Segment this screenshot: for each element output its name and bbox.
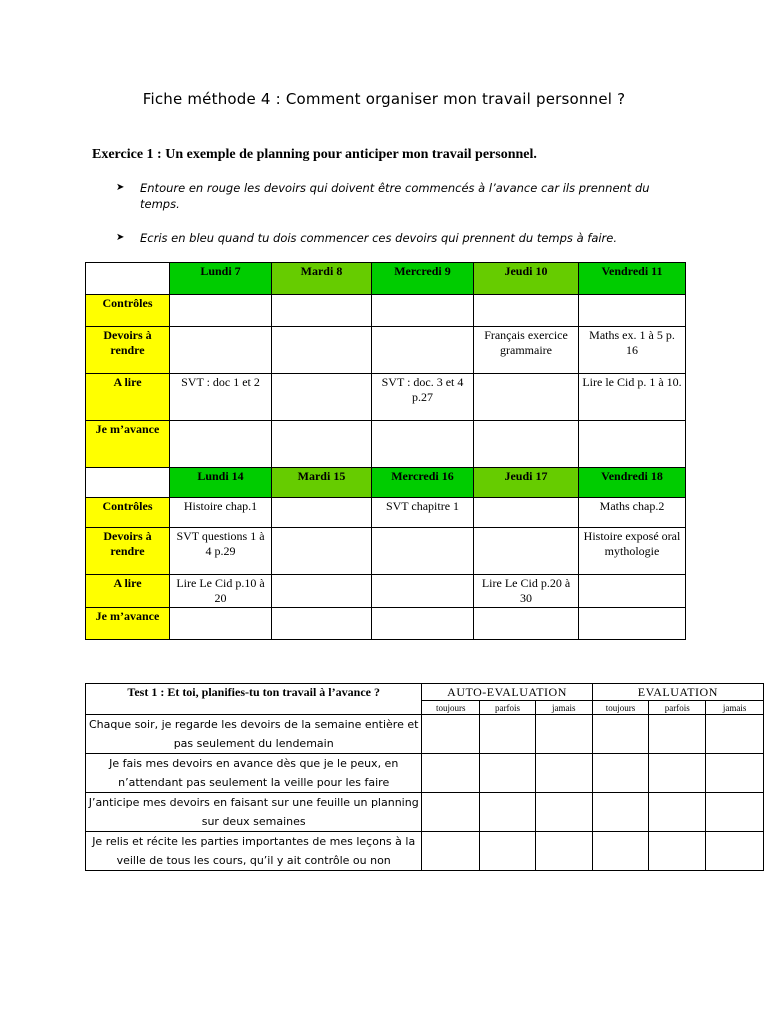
day-header: Mardi 8 [272,263,372,295]
test-question-row [86,793,764,832]
answer-cell[interactable] [480,715,536,754]
option-header: parfois [480,701,536,715]
evaluation-header: EVALUATION [592,684,763,701]
planning-cell [474,295,579,327]
answer-cell[interactable] [535,832,592,871]
answer-cell[interactable] [422,793,480,832]
row-label: Je m’avance [86,421,170,468]
test-title: Test 1 : Et toi, planifies-tu ton travail à l’avance ? [86,684,422,715]
answer-cell[interactable] [649,754,706,793]
question-text: J’anticipe mes devoirs en faisant sur une feuille un planning sur deux semaines [86,793,422,832]
planning-cell [272,528,372,575]
instruction-1 [116,180,656,212]
planning-cell [474,608,579,640]
planning-cell [272,327,372,374]
answer-cell[interactable] [480,754,536,793]
planning-cell: Maths chap.2 [579,498,686,528]
week1-lire-row [86,374,686,421]
day-header: Lundi 7 [170,263,272,295]
week1-header-row [86,263,686,295]
planning-cell: Lire Le Cid p.10 à 20 [170,575,272,608]
row-label: A lire [86,374,170,421]
answer-cell[interactable] [535,754,592,793]
day-header: Lundi 14 [170,468,272,498]
planning-cell [579,421,686,468]
planning-cell: Lire Le Cid p.20 à 30 [474,575,579,608]
planning-cell [272,295,372,327]
answer-cell[interactable] [592,832,649,871]
planning-cell [372,528,474,575]
week1-controles-row [86,295,686,327]
week2-avance-row [86,608,686,640]
instruction-text: Ecris en bleu quand tu dois commencer ces devoirs qui prennent du temps à faire. [140,231,618,245]
planning-cell: SVT : doc 1 et 2 [170,374,272,421]
answer-cell[interactable] [592,793,649,832]
answer-cell[interactable] [649,832,706,871]
planning-table [85,262,686,640]
planning-cell: Lire le Cid p. 1 à 10. [579,374,686,421]
week1-devoirs-row [86,327,686,374]
day-header: Jeudi 17 [474,468,579,498]
option-header: jamais [535,701,592,715]
day-header: Jeudi 10 [474,263,579,295]
option-header: parfois [649,701,706,715]
planning-cell [272,608,372,640]
planning-cell [579,608,686,640]
answer-cell[interactable] [649,715,706,754]
planning-cell [372,295,474,327]
test-question-row [86,715,764,754]
answer-cell[interactable] [592,754,649,793]
question-text: Chaque soir, je regarde les devoirs de la semaine entière et pas seulement du lendemain [86,715,422,754]
corner-cell [86,468,170,498]
planning-cell: Histoire exposé oral mythologie [579,528,686,575]
answer-cell[interactable] [480,832,536,871]
instruction-2 [116,230,656,246]
exercise-heading: Exercice 1 : Un exemple de planning pour anticiper mon travail personnel. [92,147,537,162]
answer-cell[interactable] [422,832,480,871]
planning-cell [579,295,686,327]
week2-header-row [86,468,686,498]
option-header: toujours [422,701,480,715]
day-header: Vendredi 11 [579,263,686,295]
answer-cell[interactable] [706,832,764,871]
day-header: Mercredi 9 [372,263,474,295]
answer-cell[interactable] [535,715,592,754]
row-label: Contrôles [86,498,170,528]
question-text: Je relis et récite les parties importantes de mes leçons à la veille de tous les cours, qu’il y ait contrôle ou non [86,832,422,871]
planning-cell [474,528,579,575]
corner-cell [86,263,170,295]
planning-cell: SVT : doc. 3 et 4 p.27 [372,374,474,421]
row-label: A lire [86,575,170,608]
planning-cell: Français exercice grammaire [474,327,579,374]
planning-cell [272,575,372,608]
planning-cell [170,608,272,640]
planning-cell [372,327,474,374]
planning-cell [272,374,372,421]
week2-controles-row [86,498,686,528]
planning-cell [474,498,579,528]
planning-cell [579,575,686,608]
planning-cell: SVT chapitre 1 [372,498,474,528]
test-question-row [86,754,764,793]
planning-cell [372,575,474,608]
row-label: Devoirs à rendre [86,528,170,575]
planning-cell [272,421,372,468]
answer-cell[interactable] [422,754,480,793]
row-label: Contrôles [86,295,170,327]
answer-cell[interactable] [422,715,480,754]
arrow-bullet-icon: ➤ [116,232,125,243]
planning-cell [474,374,579,421]
test-question-row [86,832,764,871]
day-header: Vendredi 18 [579,468,686,498]
instruction-text: Entoure en rouge les devoirs qui doivent être commencés à l’avance car ils prennent du temps. [140,181,650,211]
test-header-row [86,684,764,701]
answer-cell[interactable] [480,793,536,832]
page-title: Fiche méthode 4 : Comment organiser mon travail personnel ? [142,90,626,108]
planning-cell [170,327,272,374]
question-text: Je fais mes devoirs en avance dès que je le peux, en n’attendant pas seulement la veille pour les faire [86,754,422,793]
day-header: Mardi 15 [272,468,372,498]
answer-cell[interactable] [706,754,764,793]
planning-cell [372,421,474,468]
planning-cell: SVT questions 1 à 4 p.29 [170,528,272,575]
week1-avance-row [86,421,686,468]
auto-evaluation-header: AUTO-EVALUATION [422,684,592,701]
planning-cell [372,608,474,640]
option-header: jamais [706,701,764,715]
planning-cell: Histoire chap.1 [170,498,272,528]
planning-cell [272,498,372,528]
row-label: Je m’avance [86,608,170,640]
self-assessment-table [85,683,764,871]
planning-cell [170,421,272,468]
day-header: Mercredi 16 [372,468,474,498]
planning-cell [170,295,272,327]
answer-cell[interactable] [592,715,649,754]
arrow-bullet-icon: ➤ [116,182,125,193]
answer-cell[interactable] [706,715,764,754]
week2-lire-row [86,575,686,608]
row-label: Devoirs à rendre [86,327,170,374]
planning-cell: Maths ex. 1 à 5 p. 16 [579,327,686,374]
planning-cell [474,421,579,468]
week2-devoirs-row [86,528,686,575]
answer-cell[interactable] [535,793,592,832]
answer-cell[interactable] [706,793,764,832]
answer-cell[interactable] [649,793,706,832]
option-header: toujours [592,701,649,715]
